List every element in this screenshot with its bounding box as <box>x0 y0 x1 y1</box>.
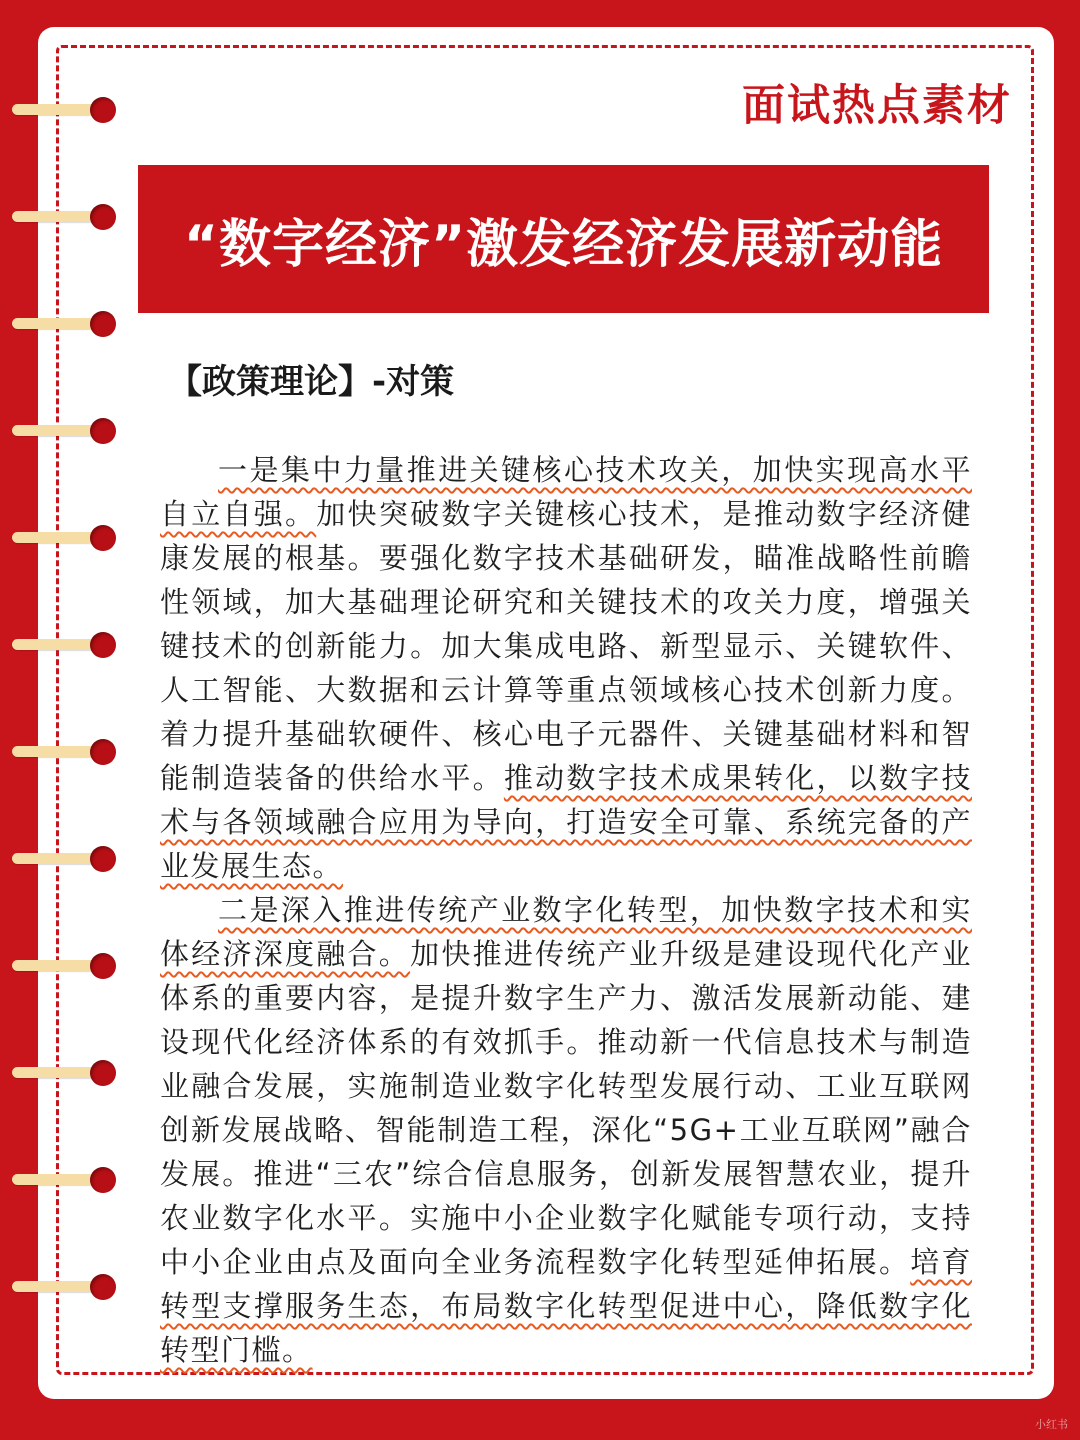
binder-ring-icon <box>12 202 112 232</box>
section-heading: 【政策理论】-对策 <box>168 362 455 402</box>
paragraph-2 <box>160 888 972 1372</box>
binder-ring-icon <box>12 95 112 125</box>
binder-ring-icon <box>12 1272 112 1302</box>
highlighted-text: 推动数字技术成果转化，以数字技术与各领域融合应用为导向，打造安全可靠、系统完备的产业发展生态。 <box>160 761 972 883</box>
paragraph-text: 加快突破数字关键核心技术，是推动数字经济健康发展的根基。要强化数字技术基础研发，瞄准战略性前瞻性领域，加大基础理论研究和关键技术的攻关力度，增强关键技术的创新能力。加大集成电路、新型显示、关键软件、人工智能、大数据和云计算等重点领域核心技术创新力度。着力提升基础软硬件、核心电子元器件、关键基础材料和智能制造装备的供给水平。 <box>160 497 972 795</box>
binder-ring-icon <box>12 737 112 767</box>
binder-ring-icon <box>12 844 112 874</box>
binder-ring-icon <box>12 416 112 446</box>
article-body <box>160 448 972 1372</box>
corner-tag: 面试热点素材 <box>742 81 1012 131</box>
highlighted-text: 一是集中力量推进关键核心技术攻关，加快实现高水平自立自强。 <box>160 453 972 531</box>
paragraph-1 <box>160 448 972 888</box>
binder-ring-icon <box>12 523 112 553</box>
title-banner <box>138 165 989 313</box>
highlighted-text: 培育转型支撑服务生态，布局数字化转型促进中心，降低数字化转型门槛。 <box>160 1245 972 1367</box>
watermark: 小红书 <box>1035 1418 1068 1431</box>
binder-ring-icon <box>12 1058 112 1088</box>
binder-ring-icon <box>12 1165 112 1195</box>
paragraph-text: 加快推进传统产业升级是建设现代化产业体系的重要内容，是提升数字生产力、激活发展新动能、建设现代化经济体系的有效抓手。推动新一代信息技术与制造业融合发展，实施制造业数字化转型发展行动、工业互联网创新发展战略、智能制造工程，深化“5G+工业互联网”融合发展。推进“三农”综合信息服务，创新发展智慧农业，提升农业数字化水平。实施中小企业数字化赋能专项行动，支持中小企业由点及面向全业务流程数字化转型延伸拓展。 <box>160 937 972 1279</box>
binder-ring-icon <box>12 309 112 339</box>
binder-ring-icon <box>12 630 112 660</box>
binder-ring-icon <box>12 951 112 981</box>
banner-title: “数字经济”激发经济发展新动能 <box>183 214 944 275</box>
highlighted-text: 二是深入推进传统产业数字化转型，加快数字技术和实体经济深度融合。 <box>160 893 972 971</box>
